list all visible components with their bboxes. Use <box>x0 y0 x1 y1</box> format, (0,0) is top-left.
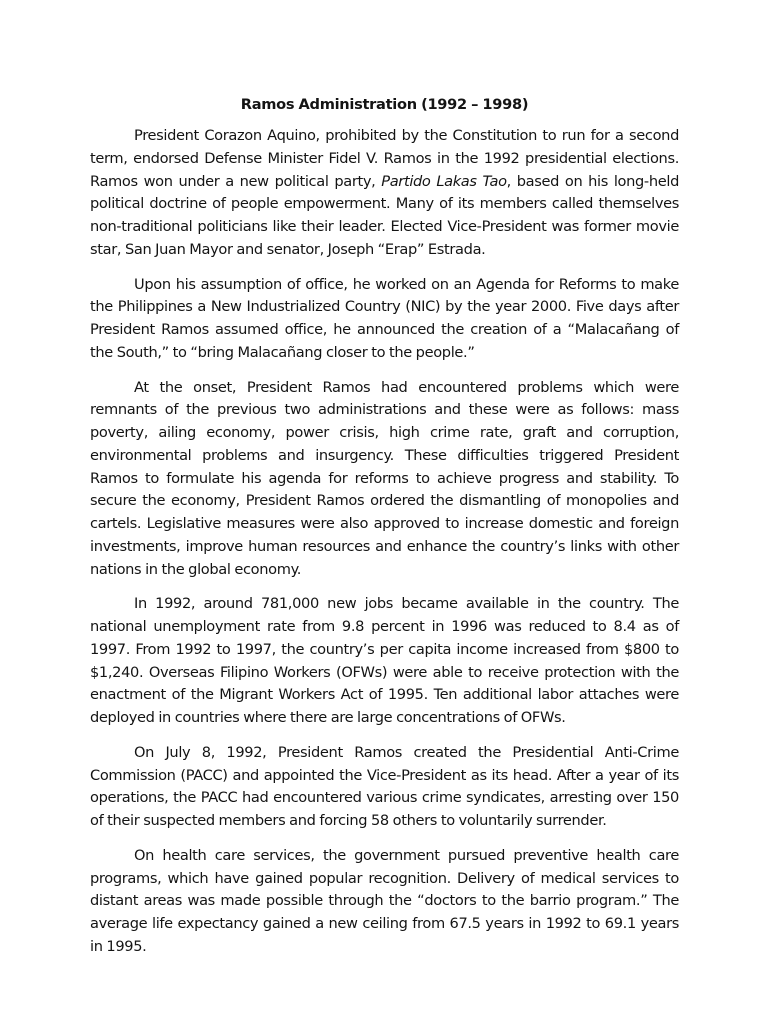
paragraph-2: Upon his assumption of office, he worked on an Agenda for Reforms to make the Philippines a New Industrialized Country (NIC) by the year 2000. Five days after President Ramos assumed office, he announced the creation of a “Malacañang of the South,” to “bring Malacañang closer to the people.” <box>90 275 679 361</box>
paragraph-5: On July 8, 1992, President Ramos created the Presidential Anti-Crime Commission (PACC) and appointed the Vice-President as its head. After a year of its operations, the PACC had encountered various crime syndicates, arresting over 150 of their suspected members and forcing 58 others to voluntarily surrender. <box>90 743 679 829</box>
paragraph-6: On health care services, the government pursued preventive health care programs, which have gained popular recognition. Delivery of medical services to distant areas was made possible through the “doctors to the barrio program.” The average life expectancy gained a new ceiling from 67.5 years in 1992 to 69.1 years in 1995. <box>90 846 679 955</box>
paragraph-1 <box>90 125 679 262</box>
paragraph-4: In 1992, around 781,000 new jobs became available in the country. The national unemployment rate from 9.8 percent in 1996 was reduced to 8.4 as of 1997. From 1992 to 1997, the country’s per capita income increased from $800 to $1,240. Overseas Filipino Workers (OFWs) were able to receive protection with the enactment of the Migrant Workers Act of 1995. Ten additional labor attaches were deployed in countries where there are large concentrations of OFWs. <box>90 595 679 726</box>
paragraph-1-text-before: President Corazon Aquino, prohibited by the Constitution to run for a second term, endorsed Defense Minister Fidel V. Ramos in the 1992 presidential elections. Ramos won under a new political party, <box>90 127 679 190</box>
paragraph-1-text-after: , based on his long-held political doctrine of people empowerment. Many of its members called themselves non-traditional politicians like their leader. Elected Vice-President was former movie star, San Juan Mayor and senator, Joseph “Erap” Estrada. <box>90 172 679 258</box>
paragraph-3: At the onset, President Ramos had encountered problems which were remnants of the previous two administrations and these were as follows: mass poverty, ailing economy, power crisis, high crime rate, graft and corruption, environmental problems and insurgency. These difficulties triggered President Ramos to formulate his agenda for reforms to achieve progress and stability. To secure the economy, President Ramos ordered the dismantling of monopolies and cartels. Legislative measures were also approved to increase domestic and foreign investments, improve human resources and enhance the country’s links with other nations in the global economy. <box>90 378 679 578</box>
party-name-italic: Partido Lakas Tao <box>381 172 507 190</box>
page-title: Ramos Administration (1992 – 1998) <box>240 96 529 113</box>
